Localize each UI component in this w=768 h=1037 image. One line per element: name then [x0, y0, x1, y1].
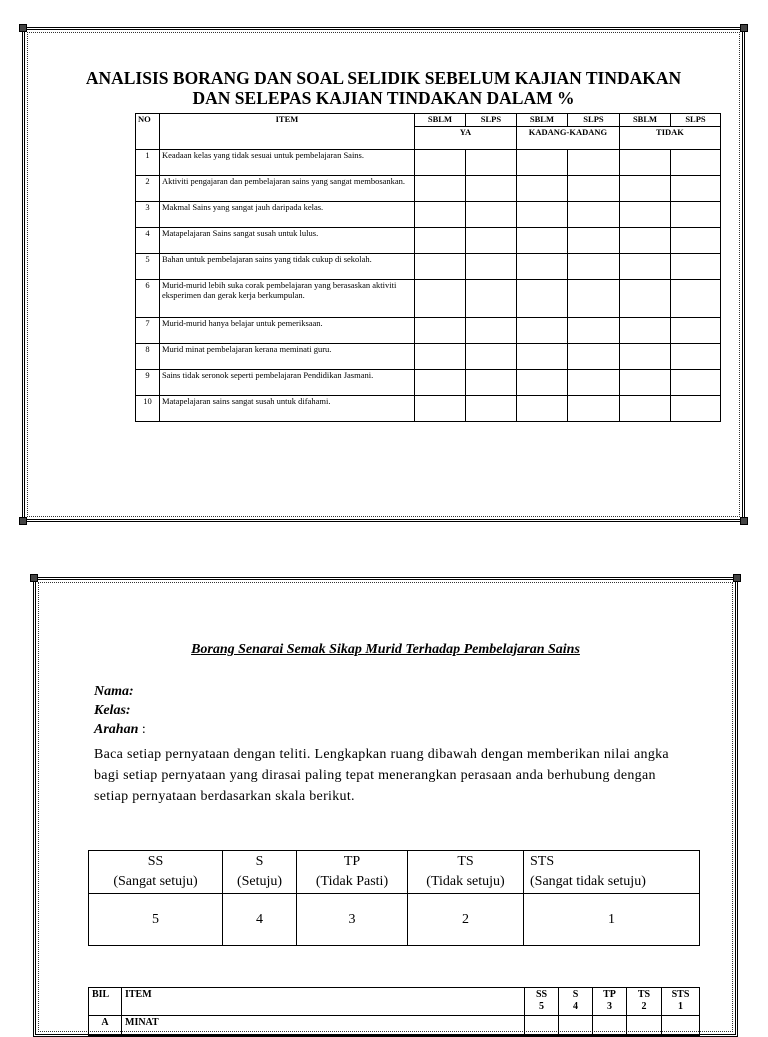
- response-cell[interactable]: [516, 396, 567, 422]
- row-number: 7: [136, 318, 160, 344]
- scale-value-ts: 2: [408, 894, 524, 946]
- header-slps: SLPS: [465, 114, 516, 127]
- header-slps: SLPS: [567, 114, 619, 127]
- response-cell[interactable]: [619, 280, 670, 318]
- response-cell[interactable]: [567, 370, 619, 396]
- response-cell[interactable]: [414, 280, 465, 318]
- frame-corner: [30, 574, 38, 582]
- analysis-row: [136, 318, 721, 344]
- checklist-form-sheet: [33, 577, 738, 1037]
- response-cell[interactable]: [567, 150, 619, 176]
- response-cell[interactable]: [465, 202, 516, 228]
- response-cell[interactable]: [670, 202, 720, 228]
- response-cell[interactable]: [414, 396, 465, 422]
- row-item-text: Aktiviti pengajaran dan pembelajaran sains yang sangat membosankan.: [159, 176, 414, 202]
- response-cell[interactable]: [670, 370, 720, 396]
- row-item-text: Murid minat pembelajaran kerana meminati guru.: [159, 344, 414, 370]
- scale-tp: TP (Tidak Pasti): [297, 851, 408, 894]
- row-number: 2: [136, 176, 160, 202]
- response-cell[interactable]: [567, 396, 619, 422]
- response-cell[interactable]: [670, 228, 720, 254]
- response-cell[interactable]: [516, 280, 567, 318]
- kelas-label: Kelas:: [94, 703, 131, 718]
- response-cell[interactable]: [414, 370, 465, 396]
- response-cell[interactable]: [465, 280, 516, 318]
- header-s: S 4: [559, 988, 593, 1016]
- response-cell[interactable]: [670, 396, 720, 422]
- header-item: ITEM: [159, 114, 414, 150]
- header-tidak: TIDAK: [619, 127, 720, 150]
- response-cell[interactable]: [567, 318, 619, 344]
- rating-cell[interactable]: [662, 1016, 700, 1036]
- response-cell[interactable]: [619, 254, 670, 280]
- analysis-row: [136, 280, 721, 318]
- response-cell[interactable]: [414, 202, 465, 228]
- response-cell[interactable]: [567, 254, 619, 280]
- response-cell[interactable]: [567, 228, 619, 254]
- response-cell[interactable]: [414, 228, 465, 254]
- response-cell[interactable]: [414, 176, 465, 202]
- response-cell[interactable]: [465, 396, 516, 422]
- row-number: 10: [136, 396, 160, 422]
- response-cell[interactable]: [619, 396, 670, 422]
- response-cell[interactable]: [619, 370, 670, 396]
- response-cell[interactable]: [619, 202, 670, 228]
- row-item-text: Murid-murid hanya belajar untuk pemeriksaan.: [159, 318, 414, 344]
- header-tp: TP 3: [593, 988, 627, 1016]
- row-number: 1: [136, 150, 160, 176]
- response-cell[interactable]: [414, 150, 465, 176]
- frame-corner: [733, 574, 741, 582]
- scale-value-sts: 1: [524, 894, 700, 946]
- row-item-text: Keadaan kelas yang tidak sesuai untuk pembelajaran Sains.: [159, 150, 414, 176]
- header-sblm: SBLM: [619, 114, 670, 127]
- analysis-title-line2: DAN SELEPAS KAJIAN TINDAKAN DALAM %: [192, 88, 575, 108]
- row-item-text: Bahan untuk pembelajaran sains yang tidak cukup di sekolah.: [159, 254, 414, 280]
- response-cell[interactable]: [516, 318, 567, 344]
- analysis-row: [136, 254, 721, 280]
- response-cell[interactable]: [465, 344, 516, 370]
- response-cell[interactable]: [619, 150, 670, 176]
- analysis-row: [136, 396, 721, 422]
- analysis-table: [135, 113, 721, 422]
- frame-corner: [740, 517, 748, 525]
- row-number: 6: [136, 280, 160, 318]
- frame-corner: [740, 24, 748, 32]
- response-cell[interactable]: [516, 370, 567, 396]
- analysis-row: [136, 344, 721, 370]
- response-cell[interactable]: [619, 176, 670, 202]
- scale-sts: STS (Sangat tidak setuju): [524, 851, 700, 894]
- header-item: ITEM: [122, 988, 525, 1016]
- response-cell[interactable]: [465, 370, 516, 396]
- analysis-row: [136, 202, 721, 228]
- scale-value-tp: 3: [297, 894, 408, 946]
- response-cell[interactable]: [516, 254, 567, 280]
- response-cell[interactable]: [465, 318, 516, 344]
- response-cell[interactable]: [567, 176, 619, 202]
- section-letter: A: [89, 1016, 122, 1036]
- header-bil: BIL: [89, 988, 122, 1016]
- rating-cell[interactable]: [593, 1016, 627, 1036]
- response-cell[interactable]: [516, 344, 567, 370]
- header-sts: STS 1: [662, 988, 700, 1016]
- response-cell[interactable]: [567, 344, 619, 370]
- response-cell[interactable]: [670, 254, 720, 280]
- row-number: 8: [136, 344, 160, 370]
- row-number: 5: [136, 254, 160, 280]
- analysis-row: [136, 150, 721, 176]
- response-cell[interactable]: [414, 254, 465, 280]
- nama-label: Nama:: [94, 684, 134, 699]
- scale-s: S (Setuju): [223, 851, 297, 894]
- response-cell[interactable]: [465, 228, 516, 254]
- response-cell[interactable]: [619, 344, 670, 370]
- checklist-title: Borang Senarai Semak Sikap Murid Terhadap Pembelajaran Sains: [191, 642, 580, 657]
- frame-corner: [19, 517, 27, 525]
- response-cell[interactable]: [414, 344, 465, 370]
- analysis-title: [25, 68, 742, 108]
- row-number: 9: [136, 370, 160, 396]
- rating-cell[interactable]: [627, 1016, 662, 1036]
- header-sblm: SBLM: [414, 114, 465, 127]
- analysis-form-sheet: [22, 27, 745, 522]
- response-cell[interactable]: [465, 254, 516, 280]
- scale-value-s: 4: [223, 894, 297, 946]
- response-cell[interactable]: [670, 318, 720, 344]
- response-cell[interactable]: [619, 228, 670, 254]
- response-cell[interactable]: [670, 150, 720, 176]
- response-cell[interactable]: [414, 318, 465, 344]
- arahan-label: Arahan: [94, 722, 139, 737]
- response-cell[interactable]: [465, 150, 516, 176]
- response-cell[interactable]: [567, 280, 619, 318]
- scale-ss: SS (Sangat setuju): [89, 851, 223, 894]
- row-item-text: Murid-murid lebih suka corak pembelajaran yang berasaskan aktiviti eksperimen dan gerak kerja berkumpulan.: [159, 280, 414, 318]
- analysis-title-line1: ANALISIS BORANG DAN SOAL SELIDIK SEBELUM KAJIAN TINDAKAN: [85, 68, 682, 88]
- response-cell[interactable]: [670, 176, 720, 202]
- header-sblm: SBLM: [516, 114, 567, 127]
- analysis-row: [136, 228, 721, 254]
- row-number: 4: [136, 228, 160, 254]
- frame-corner: [19, 24, 27, 32]
- response-cell[interactable]: [516, 228, 567, 254]
- header-ss: SS 5: [525, 988, 559, 1016]
- student-info: [94, 682, 146, 739]
- response-cell[interactable]: [516, 150, 567, 176]
- scale-value-ss: 5: [89, 894, 223, 946]
- rating-cell[interactable]: [559, 1016, 593, 1036]
- row-number: 3: [136, 202, 160, 228]
- response-cell[interactable]: [516, 176, 567, 202]
- row-item-text: Makmal Sains yang sangat jauh daripada kelas.: [159, 202, 414, 228]
- analysis-row: [136, 370, 721, 396]
- row-item-text: Matapelajaran Sains sangat susah untuk lulus.: [159, 228, 414, 254]
- checklist-items-table: [88, 987, 700, 1036]
- response-cell[interactable]: [465, 176, 516, 202]
- response-cell[interactable]: [670, 344, 720, 370]
- header-no: NO: [136, 114, 160, 150]
- section-name: MINAT: [122, 1016, 525, 1036]
- row-item-text: Matapelajaran sains sangat susah untuk difahami.: [159, 396, 414, 422]
- header-slps: SLPS: [670, 114, 720, 127]
- header-ts: TS 2: [627, 988, 662, 1016]
- header-kadang-kadang: KADANG-KADANG: [516, 127, 619, 150]
- response-cell[interactable]: [516, 202, 567, 228]
- analysis-row: [136, 176, 721, 202]
- instructions-text: Baca setiap pernyataan dengan teliti. Lengkapkan ruang dibawah dengan memberikan nilai angka bagi setiap pernyataan yang dirasai paling tepat menerangkan perasaan anda berhubung dengan setiap pernyataan berdasarkan skala berikut.: [94, 747, 669, 804]
- rating-cell[interactable]: [525, 1016, 559, 1036]
- response-cell[interactable]: [567, 202, 619, 228]
- rating-scale-table: [88, 850, 700, 946]
- scale-ts: TS (Tidak setuju): [408, 851, 524, 894]
- header-ya: YA: [414, 127, 516, 150]
- response-cell[interactable]: [670, 280, 720, 318]
- response-cell[interactable]: [619, 318, 670, 344]
- arahan-colon: :: [138, 722, 146, 737]
- row-item-text: Sains tidak seronok seperti pembelajaran Pendidikan Jasmani.: [159, 370, 414, 396]
